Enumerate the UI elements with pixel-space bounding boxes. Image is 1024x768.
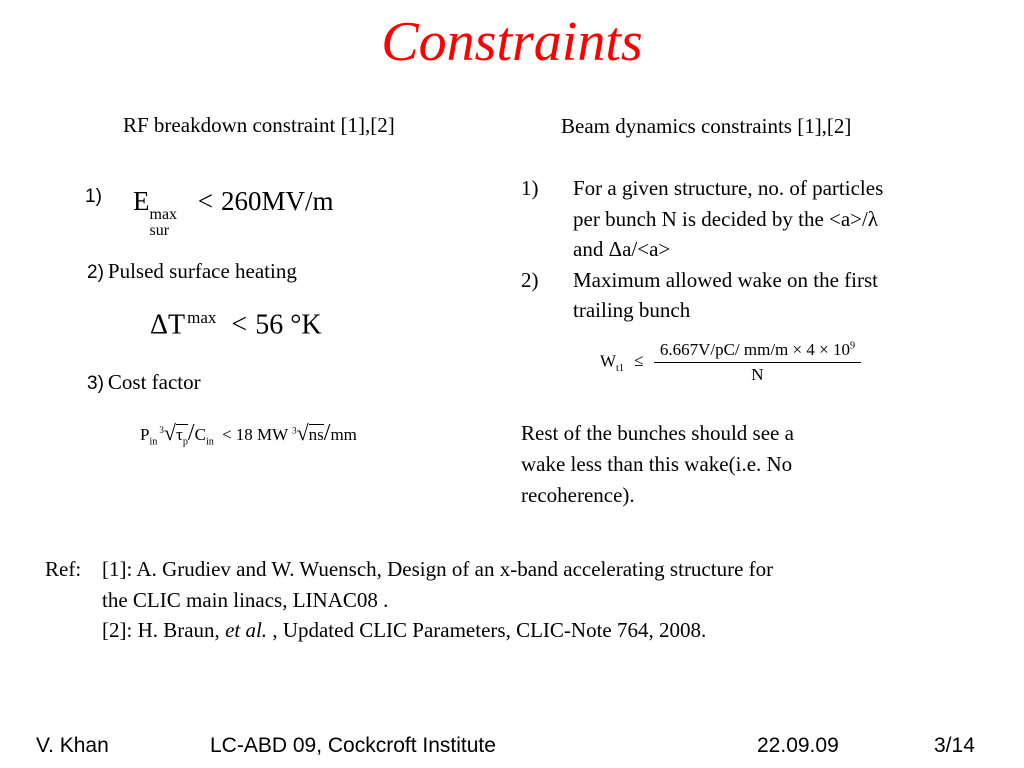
footer-author: V. Khan	[36, 734, 109, 757]
item-3-number: 3)	[87, 373, 104, 394]
footer-page-number: 3/14	[934, 734, 975, 757]
slide-title: Constraints	[381, 11, 643, 73]
surface-field-equation	[133, 186, 334, 239]
item-1-number: 1)	[85, 186, 102, 207]
list-item-text: trailing bunch	[573, 298, 691, 322]
wake-numerator-text: 6.667V/pC/ mm/m × 4 × 10	[659, 340, 850, 359]
wake-lhs-sub: t1	[616, 362, 624, 374]
rest-line: Rest of the bunches should see a	[521, 421, 794, 445]
eq3-p-sub: in	[149, 436, 158, 448]
eq3-slash: /	[187, 420, 195, 446]
item-2-number: 2)	[87, 262, 104, 283]
eq3-root-symbol: √	[163, 420, 176, 445]
eq2-symbol: ΔT	[150, 309, 186, 341]
eq1-value: 260MV/m	[221, 186, 334, 216]
wake-lhs: W	[600, 351, 617, 371]
eq3-value: 18 MW	[235, 425, 288, 444]
footer-date: 22.09.09	[757, 734, 839, 757]
list-item-number: 2)	[521, 267, 539, 292]
wake-numerator	[654, 340, 861, 363]
eq3-root-index: 3	[159, 425, 164, 436]
beam-dynamics-list	[521, 173, 961, 326]
eq2-value: 56 °K	[255, 309, 322, 341]
eq1-sup: max	[149, 206, 178, 224]
rest-of-bunches-note	[521, 418, 881, 511]
ref-1-line-1: [1]: A. Grudiev and W. Wuensch, Design of an x-band accelerating structure for	[102, 557, 774, 581]
wake-fraction	[654, 340, 861, 385]
eq2-sup: max	[187, 308, 217, 327]
temperature-rise-equation	[150, 308, 322, 341]
eq3-relation: <	[222, 425, 232, 444]
eq3-c-sub: in	[205, 436, 214, 448]
item-3-label: Cost factor	[107, 370, 201, 394]
right-column-header: Beam dynamics constraints [1],[2]	[561, 114, 852, 138]
eq3-ns: ns	[308, 425, 324, 444]
item-2-label: Pulsed surface heating	[107, 259, 297, 283]
footer-event: LC-ABD 09, Cockcroft Institute	[210, 734, 496, 757]
item-2	[87, 259, 297, 284]
wake-relation: ≤	[634, 351, 644, 371]
eq1-symbol: E	[133, 186, 150, 216]
eq3-c: C	[194, 425, 206, 444]
ref-2	[102, 615, 773, 646]
list-item	[521, 265, 961, 326]
cost-factor-equation	[140, 420, 357, 447]
eq3-tau-sub: p	[182, 436, 188, 448]
ref-2-post: , Updated CLIC Parameters, CLIC-Note 764, 2008.	[272, 618, 707, 642]
list-item	[521, 173, 961, 265]
ref-2-italic: et al.	[225, 618, 268, 642]
eq1-scripts	[150, 207, 178, 239]
list-item-number: 1)	[521, 176, 539, 200]
left-column-header: RF breakdown constraint [1],[2]	[123, 113, 395, 137]
eq3-root-index-2: 3	[292, 425, 297, 436]
rest-line: recoherence).	[521, 483, 635, 507]
list-item-text: For a given structure, no. of particles	[573, 176, 884, 200]
rest-line: wake less than this wake(i.e. No	[521, 452, 793, 476]
eq3-tau: τ	[175, 425, 183, 444]
list-item-text: Maximum allowed wake on the first	[573, 267, 879, 292]
eq3-p: P	[140, 425, 150, 444]
eq3-root-symbol-2: √	[296, 420, 309, 445]
eq1-sub: sur	[149, 222, 170, 240]
ref-2-pre: [2]: H. Braun,	[102, 618, 220, 642]
eq3-slash-2: /	[323, 420, 331, 446]
eq3-mm: mm	[330, 425, 357, 444]
references	[45, 554, 965, 646]
wake-numerator-exp: 9	[849, 340, 856, 352]
item-3	[87, 370, 201, 395]
list-item-text: and Δa/<a>	[573, 237, 671, 261]
wake-denominator: N	[751, 365, 764, 384]
eq2-relation: <	[231, 309, 248, 341]
wake-equation	[600, 340, 861, 385]
ref-label: Ref:	[45, 557, 82, 581]
list-item-text: per bunch N is decided by the <a>/λ	[573, 206, 879, 231]
ref-1-line-2: the CLIC main linacs, LINAC08 .	[102, 587, 389, 612]
eq1-relation: <	[197, 186, 214, 216]
